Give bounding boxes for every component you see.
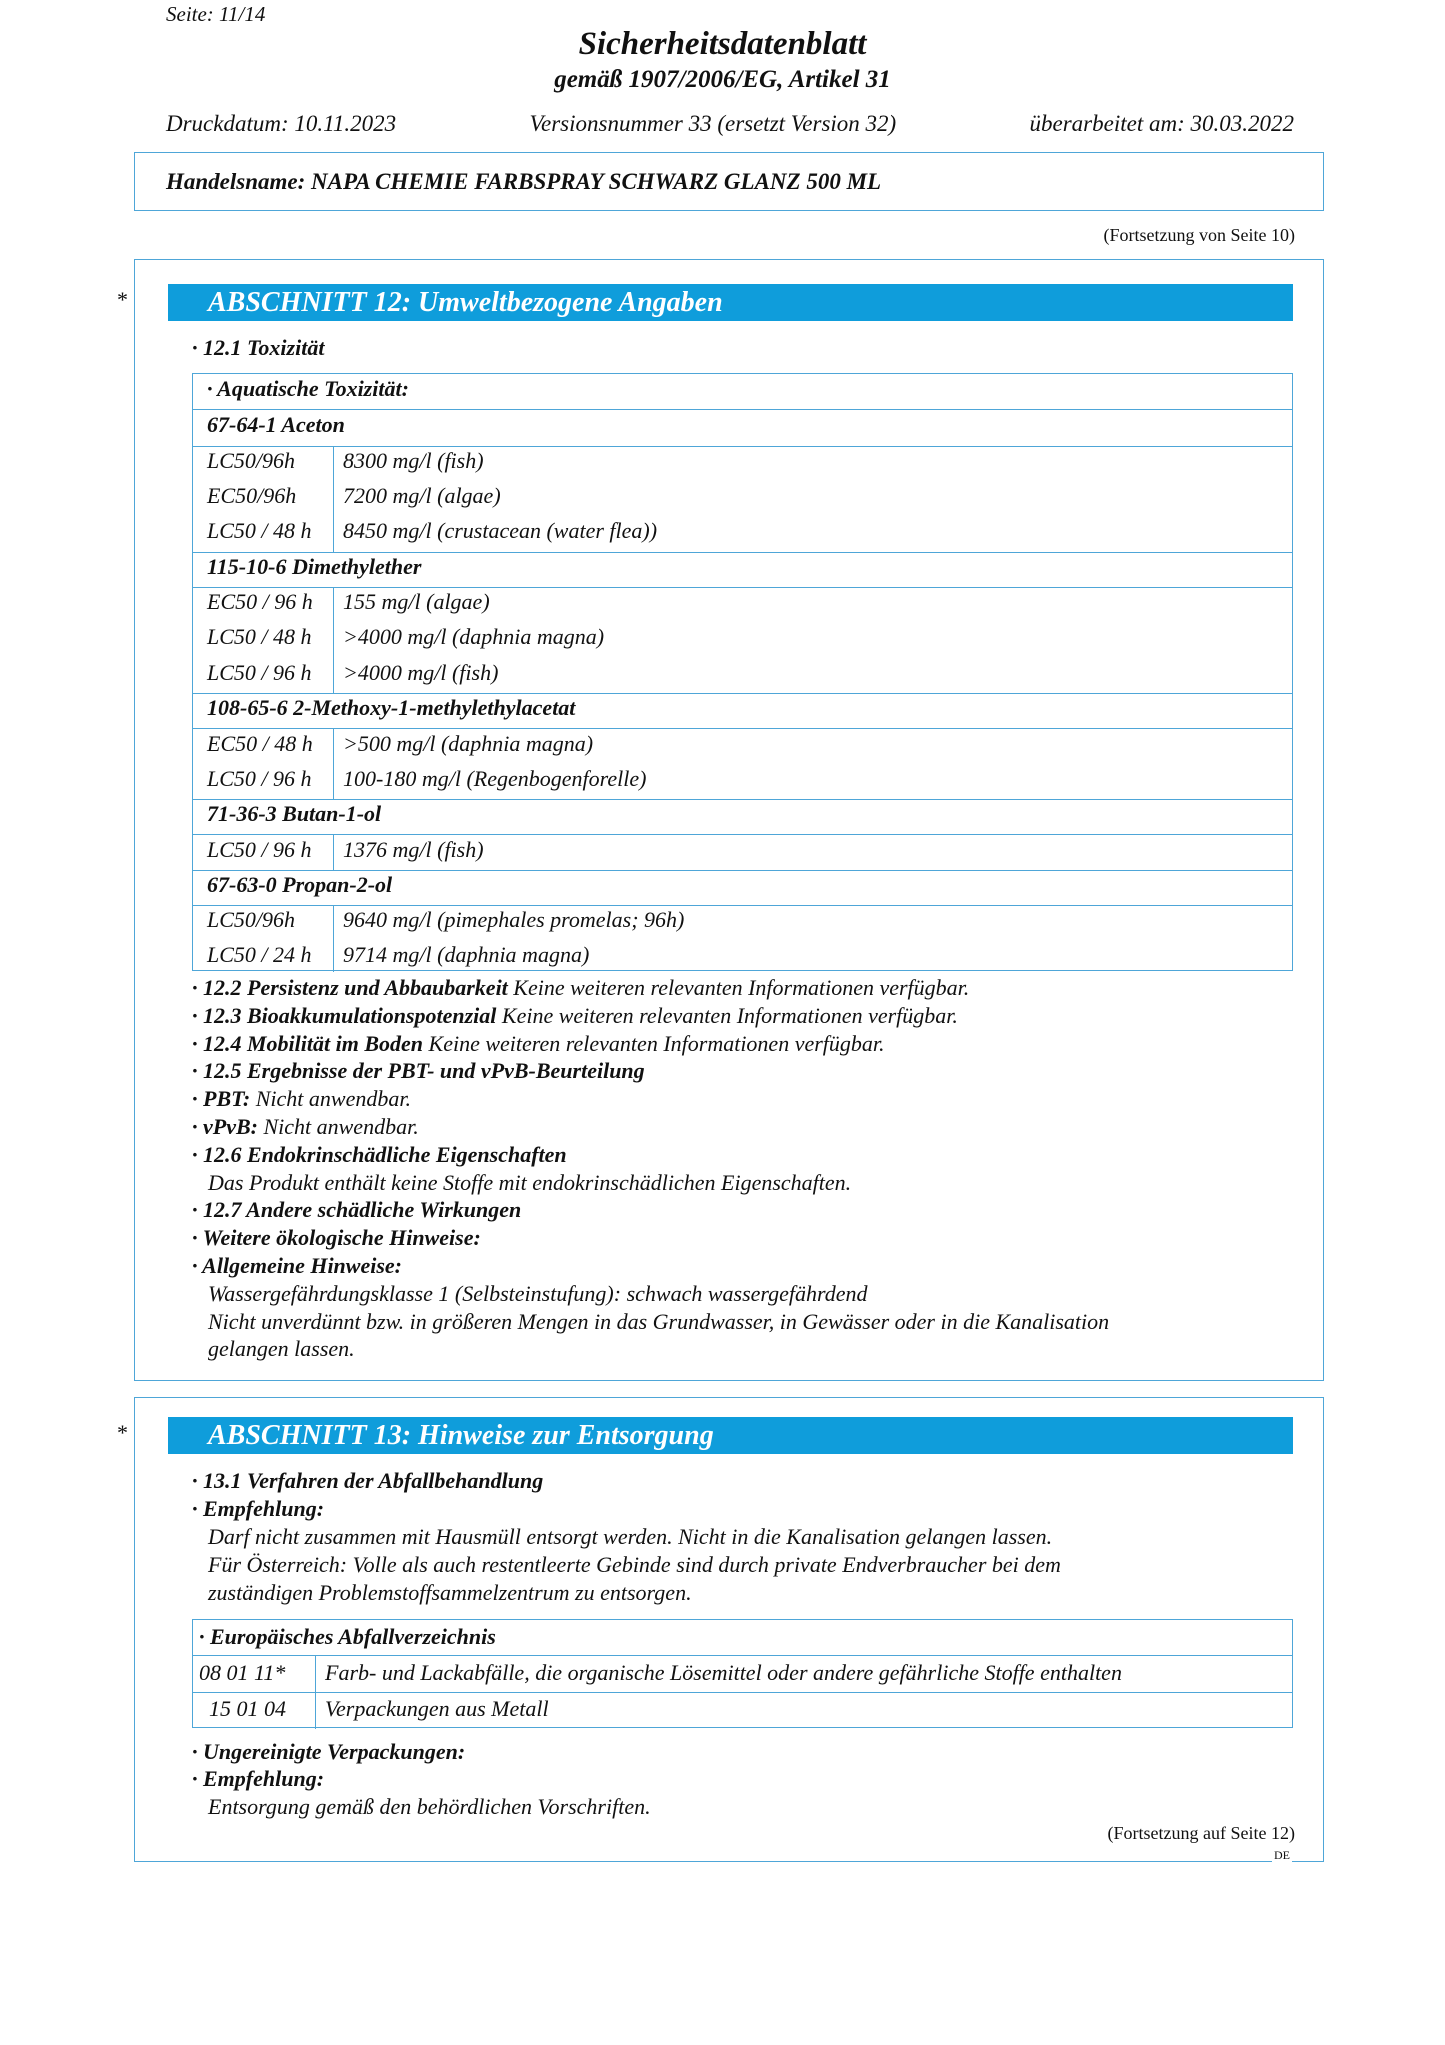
vpvb-text: Nicht anwendbar.: [257, 1114, 419, 1139]
revision-date: überarbeitet am: 30.03.2022: [1029, 111, 1294, 136]
persistence-text: Keine weiteren relevanten Informationen verfügbar.: [507, 975, 970, 1000]
tox-value: 8300 mg/l (fish): [343, 448, 484, 473]
packaging-heading: · Ungereinigte Verpackungen:: [192, 1739, 466, 1764]
eco-notes-heading: · Weitere ökologische Hinweise:: [192, 1225, 481, 1250]
page-number: Seite: 11/14: [166, 2, 266, 26]
endocrine-heading: · 12.6 Endokrinschädliche Eigenschaften: [192, 1142, 567, 1167]
waste-procedure-heading: · 13.1 Verfahren der Abfallbehandlung: [192, 1468, 544, 1493]
tox-metric: EC50/96h: [207, 483, 297, 508]
print-date: Druckdatum: 10.11.2023: [166, 111, 397, 136]
substance-name: 115-10-6 Dimethylether: [207, 554, 422, 579]
tox-metric: LC50/96h: [207, 448, 296, 473]
general-notes-text: gelangen lassen.: [208, 1336, 355, 1361]
version-number: Versionsnummer 33 (ersetzt Version 32): [529, 111, 897, 136]
pbt-line: [192, 1086, 411, 1112]
pbt-heading: · 12.5 Ergebnisse der PBT- und vPvB-Beurteilung: [192, 1058, 645, 1083]
continued-from: (Fortsetzung von Seite 10): [1103, 225, 1295, 245]
vpvb-label: · vPvB:: [192, 1114, 258, 1139]
packaging-recommendation-heading: · Empfehlung:: [192, 1766, 325, 1791]
tox-metric: LC50 / 48 h: [207, 624, 312, 649]
substance-name: 71-36-3 Butan-1-ol: [207, 801, 382, 826]
tox-value: >4000 mg/l (fish): [343, 660, 499, 685]
section-13-title: ABSCHNITT 13: Hinweise zur Entsorgung: [168, 1417, 1293, 1454]
section-12-change-marker: *: [117, 287, 128, 312]
tox-value: 100-180 mg/l (Regenbogenforelle): [343, 766, 647, 791]
aquatic-toxicity-table: [192, 373, 1293, 971]
waste-catalogue-table: [192, 1619, 1293, 1728]
tox-metric: LC50 / 96 h: [207, 766, 312, 791]
substance-name: 67-63-0 Propan-2-ol: [207, 872, 393, 897]
tox-value: 7200 mg/l (algae): [343, 483, 501, 508]
tox-value: 155 mg/l (algae): [343, 589, 490, 614]
continued-on: (Fortsetzung auf Seite 12): [1107, 1823, 1295, 1843]
vpvb-line: [192, 1114, 419, 1140]
bioaccumulation-label: · 12.3 Bioakkumulationspotenzial: [192, 1003, 497, 1028]
section-13-change-marker: *: [117, 1420, 128, 1445]
recommendation-text: zuständigen Problemstoffsammelzentrum zu entsorgen.: [208, 1580, 692, 1605]
tox-value: 8450 mg/l (crustacean (water flea)): [343, 518, 658, 543]
tox-value: >500 mg/l (daphnia magna): [343, 731, 594, 756]
mobility-label: · 12.4 Mobilität im Boden: [192, 1031, 424, 1056]
waste-code: 15 01 04: [209, 1696, 286, 1721]
trade-name: Handelsname: NAPA CHEMIE FARBSPRAY SCHWARZ GLANZ 500 ML: [166, 169, 882, 194]
tox-metric: LC50 / 96 h: [207, 837, 312, 862]
recommendation-heading: · Empfehlung:: [192, 1496, 325, 1521]
general-notes-heading: · Allgemeine Hinweise:: [192, 1253, 402, 1278]
tox-value: 9714 mg/l (daphnia magna): [343, 942, 590, 967]
tox-value: >4000 mg/l (daphnia magna): [343, 624, 605, 649]
tox-value: 1376 mg/l (fish): [343, 837, 484, 862]
pbt-text: Nicht anwendbar.: [250, 1086, 411, 1111]
language-code: DE: [1274, 1848, 1290, 1862]
waste-description: Farb- und Lackabfälle, die organische Lösemittel oder andere gefährliche Stoffe enthalten: [325, 1660, 1122, 1685]
general-notes-text: Nicht unverdünnt bzw. in größeren Mengen in das Grundwasser, in Gewässer oder in die Kanalisation: [208, 1309, 1110, 1334]
document-subtitle: gemäß 1907/2006/EG, Artikel 31: [554, 66, 891, 93]
meta-line: [166, 111, 1294, 137]
tox-metric: EC50 / 96 h: [207, 589, 313, 614]
substance-name: 108-65-6 2-Methoxy-1-methylethylacetat: [207, 695, 576, 720]
bioaccumulation-text: Keine weiteren relevanten Informationen verfügbar.: [496, 1003, 958, 1028]
document-title: Sicherheitsdatenblatt: [578, 26, 867, 62]
aquatic-toxicity-heading: · Aquatische Toxizität:: [207, 376, 409, 401]
tox-metric: LC50 / 96 h: [207, 660, 312, 685]
mobility-line: [192, 1031, 885, 1057]
tox-metric: EC50 / 48 h: [207, 731, 313, 756]
pbt-label: · PBT:: [192, 1086, 251, 1111]
waste-catalogue-heading: · Europäisches Abfallverzeichnis: [199, 1624, 496, 1649]
tox-metric: LC50 / 48 h: [207, 518, 312, 543]
waste-description: Verpackungen aus Metall: [325, 1696, 549, 1721]
recommendation-text: Für Österreich: Volle als auch restentleerte Gebinde sind durch private Endverbraucher bei dem: [208, 1552, 1061, 1577]
other-effects-heading: · 12.7 Andere schädliche Wirkungen: [192, 1197, 522, 1222]
bioaccumulation-line: [192, 1003, 958, 1029]
mobility-text: Keine weiteren relevanten Informationen verfügbar.: [423, 1031, 885, 1056]
packaging-recommendation-text: Entsorgung gemäß den behördlichen Vorschriften.: [208, 1794, 651, 1819]
persistence-label: · 12.2 Persistenz und Abbaubarkeit: [192, 975, 508, 1000]
recommendation-text: Darf nicht zusammen mit Hausmüll entsorgt werden. Nicht in die Kanalisation gelangen lassen.: [208, 1524, 1053, 1549]
substance-name: 67-64-1 Aceton: [207, 412, 345, 437]
toxicity-heading: · 12.1 Toxizität: [192, 335, 325, 360]
general-notes-text: Wassergefährdungsklasse 1 (Selbsteinstufung): schwach wassergefährdend: [208, 1281, 868, 1306]
tox-metric: LC50/96h: [207, 907, 296, 932]
tox-metric: LC50 / 24 h: [207, 942, 312, 967]
tox-value: 9640 mg/l (pimephales promelas; 96h): [343, 907, 685, 932]
waste-code: 08 01 11*: [199, 1660, 286, 1685]
endocrine-text: Das Produkt enthält keine Stoffe mit endokrinschädlichen Eigenschaften.: [208, 1170, 852, 1195]
section-12-title: ABSCHNITT 12: Umweltbezogene Angaben: [168, 284, 1293, 321]
persistence-line: [192, 975, 969, 1001]
